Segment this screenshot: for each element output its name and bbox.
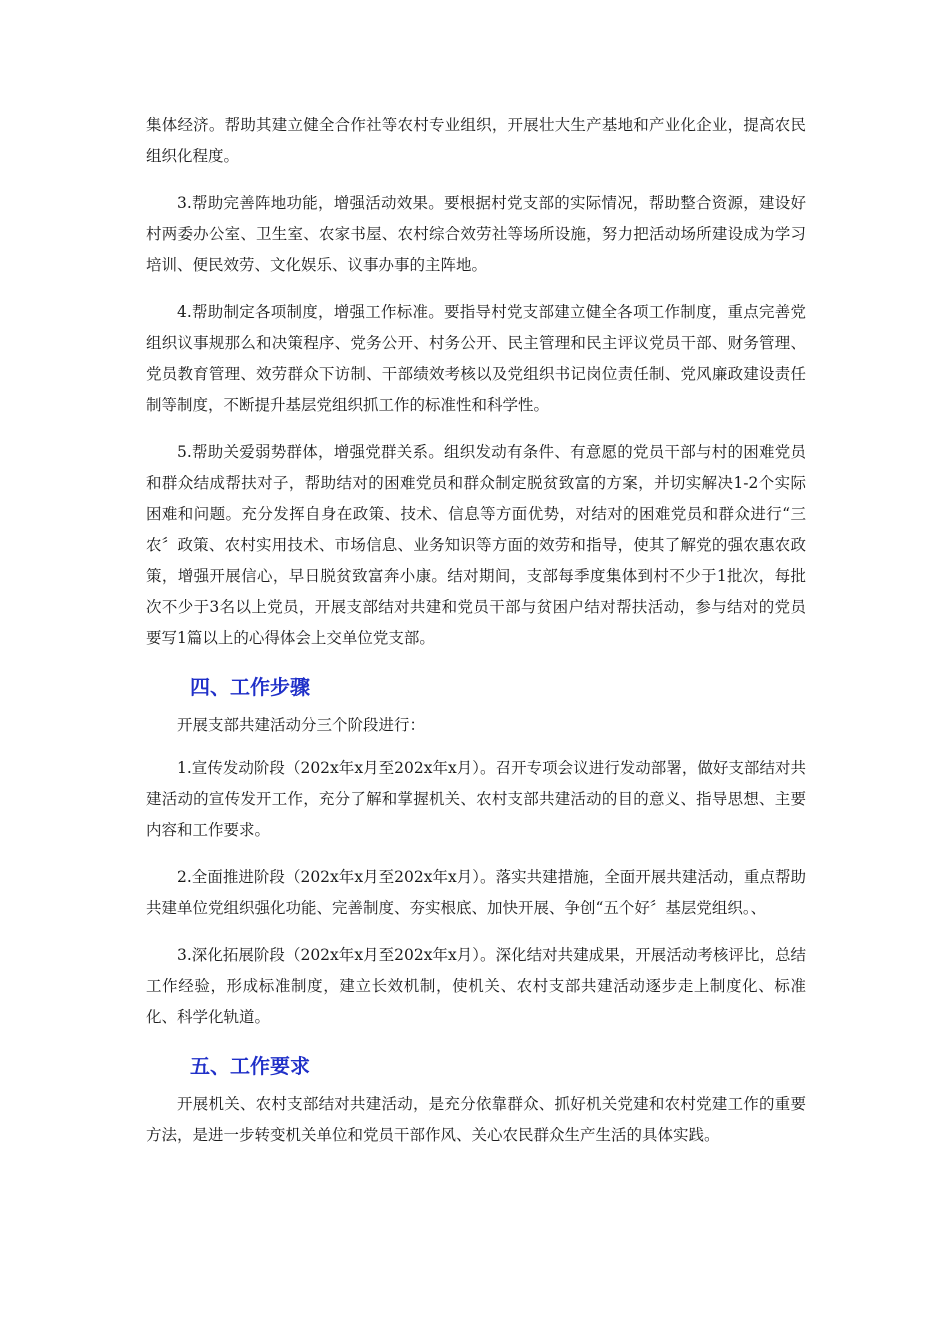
section-heading-work-requirements: 五、工作要求 — [190, 1054, 310, 1078]
stage-paragraph-3: 3.深化拓展阶段（202x年x月至202x年x月）。深化结对共建成果，开展活动考核评比，总结工作经验，形成标准制度，建立长效机制，使机关、农村支部共建活动逐步走上制度化、标准化、科学化轨道。 — [146, 946, 806, 1026]
stage-paragraph-1: 1.宣传发动阶段（202x年x月至202x年x月）。召开专项会议进行发动部署，做好支部结对共建活动的宣传发开工作，充分了解和掌握机关、农村支部共建活动的目的意义、指导思想、主要内容和工作要求。 — [146, 759, 806, 839]
document-page — [146, 110, 806, 1167]
stage-paragraph-2: 2.全面推进阶段（202x年x月至202x年x月）。落实共建措施，全面开展共建活动，重点帮助共建单位党组织强化功能、完善制度、夯实根底、加快开展、争创“五个好〞基层党组织。、 — [146, 868, 806, 917]
section-heading-work-steps: 四、工作步骤 — [190, 675, 310, 699]
item-paragraph-5: 5.帮助关爱弱势群体，增强党群关系。组织发动有条件、有意愿的党员干部与村的困难党员和群众结成帮扶对子，帮助结对的困难党员和群众制定脱贫致富的方案，并切实解决1-2个实际困难和问题。充分发挥自身在政策、技术、信息等方面优势，对结对的困难党员和群众进行“三农〞政策、农村实用技术、市场信息、业务知识等方面的效劳和指导，使其了解党的强农惠农政策，增强开展信心，早日脱贫致富奔小康。结对期间，支部每季度集体到村不少于1批次，每批次不少于3名以上党员，开展支部结对共建和党员干部与贫困户结对帮扶活动，参与结对的党员要写1篇以上的心得体会上交单位党支部。 — [146, 443, 806, 647]
item-paragraph-3: 3.帮助完善阵地功能，增强活动效果。要根据村党支部的实际情况，帮助整合资源，建设好村两委办公室、卫生室、农家书屋、农村综合效劳社等场所设施，努力把活动场所建设成为学习培训、便民效劳、文化娱乐、议事办事的主阵地。 — [146, 194, 806, 274]
section-intro: 开展支部共建活动分三个阶段进行： — [177, 716, 426, 734]
item-paragraph-4: 4.帮助制定各项制度，增强工作标准。要指导村党支部建立健全各项工作制度，重点完善党组织议事规那么和决策程序、党务公开、村务公开、民主管理和民主评议党员干部、财务管理、党员教育管理、效劳群众下访制、干部绩效考核以及党组织书记岗位责任制、党风廉政建设责任制等制度，不断提升基层党组织抓工作的标准性和科学性。 — [146, 303, 806, 414]
continuation-paragraph: 集体经济。帮助其建立健全合作社等农村专业组织，开展壮大生产基地和产业化企业，提高农民组织化程度。 — [146, 116, 806, 165]
requirements-paragraph: 开展机关、农村支部结对共建活动，是充分依靠群众、抓好机关党建和农村党建工作的重要方法，是进一步转变机关单位和党员干部作风、关心农民群众生产生活的具体实践。 — [146, 1095, 806, 1144]
